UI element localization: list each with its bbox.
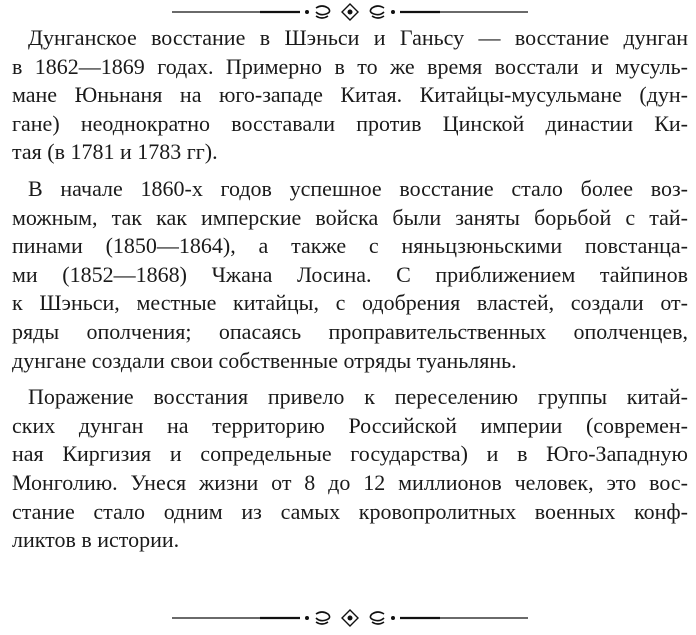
text-line: ми (1852—1868) Чжана Лосина. С приближением тайпинов (12, 261, 688, 287)
text-line: Дунганское восстание в Шэньси и Ганьсу — восстание дунган (28, 25, 688, 50)
text-line: ских дунган на территорию Российской империи (современ- (12, 412, 688, 438)
text-line: тая (в 1781 и 1783 гг). (12, 139, 218, 165)
text-line: ная Киргизия и сопредельные государства) и в Юго-Западную (12, 441, 688, 467)
top-ornament-divider (170, 2, 530, 22)
paragraph-1 (12, 24, 688, 167)
document-body (12, 24, 688, 563)
text-line: можным, так как имперские войска были заняты борьбой с тай- (12, 204, 688, 230)
bottom-ornament-divider (170, 608, 530, 628)
text-line: ряды ополчения; опасаясь проправительственных ополченцев, (12, 318, 688, 344)
paragraph-3 (12, 383, 688, 555)
text-line: мане Юньнаня на юго-западе Китая. Китайцы-мусульмане (дун- (12, 82, 688, 108)
text-line: В начале 1860-х годов успешное восстание стало более воз- (28, 175, 688, 201)
text-line: стание стало одним из самых кровопролитных военных конф- (12, 498, 688, 524)
paragraph-2 (12, 175, 688, 375)
text-line: пинами (1850—1864), а также с няньцзюньскими повстанца- (12, 233, 688, 259)
text-line: Монголию. Унеся жизни от 8 до 12 миллионов человек, это вос- (12, 469, 688, 495)
text-line: к Шэньси, местные китайцы, с одобрения властей, создали от- (12, 290, 688, 316)
text-line: Поражение восстания привело к переселению группы китай- (28, 384, 688, 410)
text-line: в 1862—1869 годах. Примерно в то же время восстали и мусуль- (12, 53, 688, 79)
text-line: ликтов в истории. (12, 527, 180, 553)
text-line: дунгане создали свои собственные отряды туаньлянь. (12, 347, 517, 373)
text-line: гане) неоднократно восставали против Цинской династии Ки- (12, 110, 688, 136)
